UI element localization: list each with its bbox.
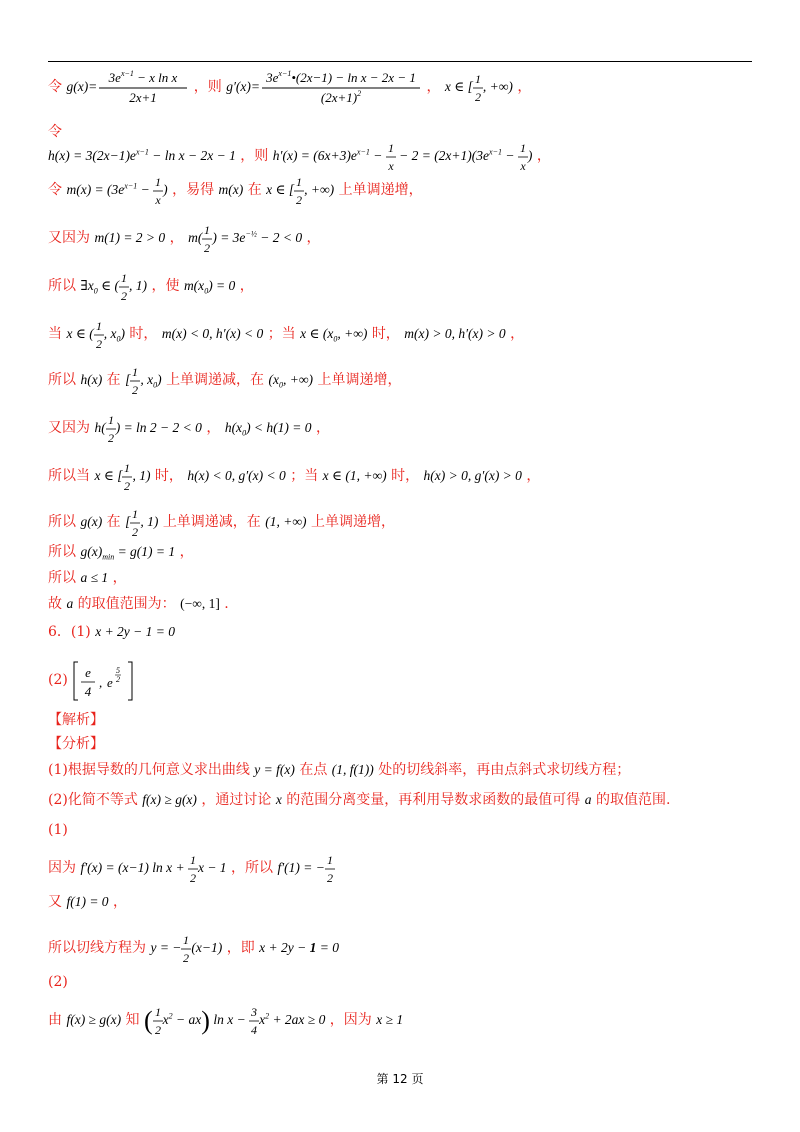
line-6 (48, 318, 524, 352)
formula-tangent: x + 2y − 1 = 0 (95, 624, 176, 639)
svg-text:1: 1 (121, 271, 128, 285)
svg-text:4: 4 (251, 1023, 258, 1037)
svg-text:1: 1 (95, 319, 102, 333)
text: ， (306, 230, 321, 247)
svg-text:1: 1 (474, 72, 481, 86)
text: ；当 (290, 468, 319, 485)
line-10 (48, 506, 395, 540)
svg-text:1: 1 (189, 853, 196, 867)
formula-m1: m(1) = 2 > 0 (94, 230, 166, 246)
svg-text:1: 1 (155, 175, 162, 189)
text: (2) (48, 974, 68, 990)
svg-text:3: 3 (251, 1005, 258, 1019)
answer-6-1 (48, 624, 175, 640)
text: 在点 (299, 762, 328, 778)
solution-1c (48, 932, 339, 966)
formula-x: x (275, 792, 282, 807)
svg-text:x: x (520, 159, 526, 173)
svg-text:2: 2 (107, 431, 114, 445)
section-fenxi (48, 736, 104, 752)
text: ，因为 (329, 1012, 372, 1029)
line-8 (48, 412, 330, 446)
formula-hx0: $h(x_0) < h(1) = 0$ (224, 420, 312, 438)
formula-int4: ($x_0$, +∞) (268, 372, 313, 390)
text: ，使 (151, 278, 180, 295)
formula-int1: x ∈ ( 1 2 , $x_0$) (66, 319, 125, 351)
formula-tangent-final: x + 2y − 1 = 0 (259, 940, 340, 956)
formula-gx: g(x) (80, 514, 103, 530)
formula-neg: m(x) < 0, h′(x) < 0 (161, 326, 264, 342)
formula-mhalf: m( 1 2 ) = $3e^{-\frac{1}{2}} - 2 < 0$ (188, 223, 303, 255)
text: ， (206, 420, 221, 437)
text: 上单调递减，在 (166, 372, 265, 389)
text: 令 (48, 79, 62, 96)
formula-int5: x ∈ [ 1 2 , 1) (94, 461, 151, 493)
formula-pos2: h(x) > 0, g′(x) > 0 (423, 468, 522, 484)
formula-int8: (1, +∞) (265, 514, 307, 530)
section-jiexi (48, 712, 104, 728)
formula-gmin: $g(x)_{min} = g(1) = 1$ (80, 544, 176, 562)
text: ，则 (193, 79, 222, 96)
svg-text:2: 2 (124, 479, 131, 493)
text: 由 (48, 1012, 62, 1029)
text: 的取值范围为： (77, 596, 176, 612)
svg-text:2: 2 (204, 241, 211, 255)
svg-text:2: 2 (154, 1023, 161, 1037)
svg-text:e: e (107, 675, 114, 690)
text: 所以 (48, 544, 76, 560)
formula-h-prime: $h'(x) = (6x+3)e^{x-1}$ − 1 x − $2 = (2x+1)(3e^{x-1}$ − 1 x ) (272, 141, 533, 173)
text: 所以 (48, 278, 76, 295)
text: 又 (48, 894, 62, 910)
text: 所以切线方程为 (48, 940, 146, 957)
formula-int2: x ∈ ($x_0$, +∞) (300, 326, 368, 344)
svg-text:1: 1 (387, 141, 394, 155)
text: 又因为 (48, 230, 90, 247)
svg-text:3ex−1•(2x−1) − ln x − 2x − 1: $3e^{x-1}•(2x-1) - \ln x - 2x - 1$ (266, 69, 416, 85)
svg-text:2: 2 (132, 525, 139, 539)
formula-ineq: f(x) ≥ g(x) (142, 792, 197, 807)
text: 时， (371, 326, 400, 343)
text: 6．(1) (48, 624, 91, 640)
text: 所以 (48, 514, 76, 531)
svg-text:2: 2 (116, 675, 121, 684)
formula-big-ineq: ( 1 2 $x^2 - ax$) ln x − 3 4 $x^2 + 2ax \ge 0$ (144, 1005, 326, 1037)
text: ，易得 (172, 182, 215, 199)
svg-text:1: 1 (326, 853, 333, 867)
svg-text:5: 5 (116, 666, 121, 675)
line-13 (48, 596, 229, 612)
svg-text:x: x (388, 159, 394, 173)
formula-x-ge-1: x ≥ 1 (376, 1012, 404, 1028)
text: 时， (391, 468, 420, 485)
svg-text:1: 1 (154, 1005, 161, 1019)
formula-mx0: $m(x_0) = 0$ (183, 278, 236, 296)
text: 所以 (48, 570, 76, 586)
formula-hhalf: h( 1 2 ) = ln 2 − 2 < 0 (94, 413, 202, 445)
analysis-1 (48, 762, 630, 778)
formula-int6: x ∈ (1, +∞) (322, 468, 387, 484)
page-footer: 第 12 页 (376, 1072, 424, 1086)
svg-text:2: 2 (474, 90, 481, 104)
text: 所以 (48, 372, 76, 389)
text: 在 (106, 372, 121, 389)
text: 当 (48, 326, 62, 343)
text: 知 (125, 1012, 140, 1029)
text: (1)根据导数的几何意义求出曲线 (48, 762, 250, 778)
text: ， (112, 570, 127, 586)
formula-hx: h(x) (80, 372, 103, 388)
formula-g-prime: g′(x)= $3e^{x-1}•(2x-1) - \ln x - 2x - 1$ $(2x+1)^2$ (226, 69, 416, 105)
formula-a-le-1: a ≤ 1 (80, 570, 109, 585)
text: 的取值范围. (595, 792, 671, 808)
text: ， (510, 326, 525, 343)
text: 【分析】 (48, 736, 104, 752)
text: ，所以 (231, 860, 274, 877)
svg-text:,: , (99, 675, 103, 690)
header-rule (48, 61, 752, 62)
formula-fprime: f′(x) = (x−1) ln x + 1 2 x − 1 (80, 853, 227, 885)
text: (2) (48, 672, 68, 689)
line-2 (48, 124, 551, 174)
formula-int7: [ 1 2 , 1) (125, 507, 159, 539)
formula-pos: m(x) > 0, h′(x) > 0 (404, 326, 506, 342)
solution-1a (48, 852, 335, 886)
text: 在 (106, 514, 121, 531)
text: 上单调递增， (310, 514, 395, 531)
svg-text:1: 1 (107, 413, 114, 427)
formula-int3: [ 1 2 , $x_0$) (125, 365, 162, 397)
formula-g: g(x)= $3e^{x-1} - x$ ln x 2x+1 (66, 69, 178, 105)
answer-6-2 (48, 660, 136, 702)
formula-a: a (66, 596, 74, 611)
text: 上单调递增， (317, 372, 402, 389)
formula-fprime1: f′(1) = − 1 2 (277, 853, 333, 885)
formula-interval: x ∈ [ 1 2 , +∞) (266, 175, 335, 207)
text: 【解析】 (48, 712, 104, 728)
svg-text:2: 2 (326, 871, 333, 885)
text: ， (536, 148, 551, 165)
text: ， (315, 420, 330, 437)
text: ， (179, 544, 194, 560)
part-2 (48, 974, 68, 990)
svg-text:e: e (85, 665, 92, 680)
svg-text:2: 2 (132, 383, 139, 397)
svg-text:2: 2 (95, 337, 102, 351)
text: 上单调递减，在 (162, 514, 261, 531)
text: (1) (48, 822, 68, 838)
text: 时， (129, 326, 158, 343)
text: ， (526, 468, 541, 485)
text: ，通过讨论 (201, 792, 272, 808)
text: 在 (247, 182, 262, 199)
text: ， (517, 79, 532, 96)
svg-text:2x+1: 2x+1 (129, 90, 158, 105)
text: 故 (48, 596, 62, 612)
text: 令 (48, 182, 62, 199)
part-1 (48, 822, 68, 838)
svg-text:(2x+1)2: $(2x+1)^2$ (320, 89, 362, 105)
text: ， (169, 230, 184, 247)
analysis-2 (48, 792, 670, 808)
svg-text:2: 2 (121, 289, 128, 303)
svg-text:2: 2 (189, 871, 196, 885)
line-3 (48, 174, 423, 208)
formula-a2: a (584, 792, 592, 807)
text: 因为 (48, 860, 76, 877)
text: ；当 (267, 326, 296, 343)
text: . (224, 596, 229, 612)
text: 所以当 (48, 468, 90, 485)
svg-text:2: 2 (296, 193, 303, 207)
formula-point: (1, f(1)) (331, 762, 374, 777)
text: ，即 (226, 940, 255, 957)
formula-fg: f(x) ≥ g(x) (66, 1012, 122, 1028)
text: 上单调递增， (338, 182, 423, 199)
text: 令 (48, 124, 62, 140)
formula-f1: f(1) = 0 (66, 894, 109, 909)
formula-h: $h(x) = 3(2x-1)e^{x-1} - \ln x - 2x - 1$ (48, 147, 236, 164)
line-5 (48, 270, 254, 304)
svg-text:1: 1 (519, 141, 526, 155)
svg-text:1: 1 (296, 175, 303, 189)
formula-domain: x ∈ [ 1 2 , +∞) (444, 72, 513, 104)
text: ， (113, 894, 128, 910)
text: 时， (154, 468, 183, 485)
svg-text:x: x (155, 193, 161, 207)
svg-text:3ex−1 − x ln x: $3e^{x-1} - x$ ln x (108, 69, 178, 85)
line-1 (48, 68, 531, 108)
formula-neg2: h(x) < 0, g′(x) < 0 (187, 468, 286, 484)
svg-text:1: 1 (132, 507, 139, 521)
svg-text:2: 2 (183, 951, 190, 965)
svg-text:1: 1 (204, 223, 211, 237)
line-7 (48, 364, 401, 398)
svg-text:1: 1 (183, 933, 190, 947)
formula-interval-answer (72, 665, 136, 699)
text: (2)化简不等式 (48, 792, 138, 808)
text: ， (426, 79, 441, 96)
line-11 (48, 544, 194, 566)
text: 又因为 (48, 420, 90, 437)
line-9 (48, 460, 540, 494)
solution-2a (48, 1004, 403, 1038)
solution-1b (48, 894, 127, 910)
formula-m: $m(x) = (3e^{x-1}$ − 1 x ) (66, 175, 168, 207)
line-12 (48, 570, 127, 586)
formula-mx: m(x) (218, 182, 244, 198)
formula-range: (−∞, 1] (180, 596, 220, 611)
formula-yfx: y = f(x) (254, 762, 295, 777)
svg-text:4: 4 (85, 684, 92, 699)
svg-text:1: 1 (124, 461, 131, 475)
formula-exists: $\exists x_0$ ∈ ( 1 2 , 1) (80, 271, 148, 303)
text: 处的切线斜率，再由点斜式求切线方程； (378, 762, 631, 778)
line-4 (48, 222, 321, 256)
text: ， (239, 278, 254, 295)
formula-tangent-eq: y = − 1 2 (x−1) (150, 933, 223, 965)
text: 的范围分离变量，再利用导数求函数的最值可得 (286, 792, 581, 808)
svg-text:1: 1 (132, 365, 139, 379)
text: ，则 (240, 148, 269, 165)
